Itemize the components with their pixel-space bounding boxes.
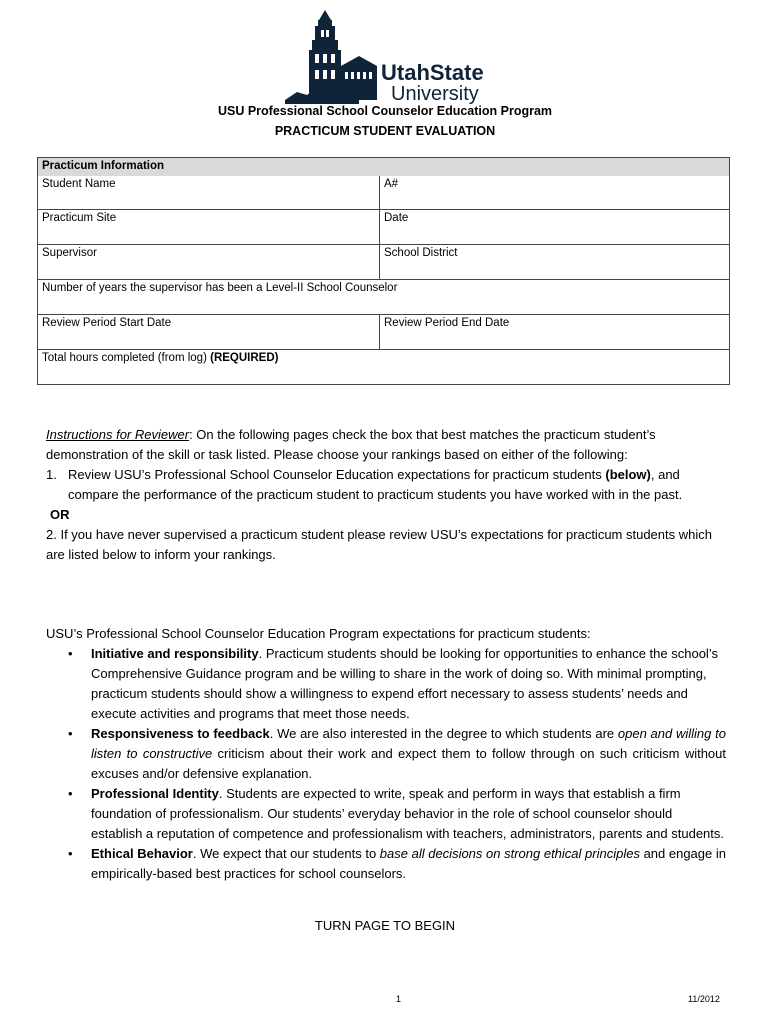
a-number-field[interactable]: A# (380, 176, 730, 210)
practicum-info-table (37, 157, 730, 385)
expectations-intro: USU’s Professional School Counselor Education Program expectations for practicum students: (46, 626, 591, 641)
usu-logo (285, 8, 515, 104)
program-title: USU Professional School Counselor Education Program (217, 104, 553, 118)
logo-wordmark-bottom: University (391, 83, 479, 104)
student-name-field[interactable]: Student Name (38, 176, 380, 210)
expectation-ethics: • Ethical Behavior. We expect that our students to base all decisions on strong ethical principles and engage in empirically-based best practices for school counselors. (68, 846, 726, 881)
total-hours-field[interactable] (38, 350, 730, 385)
date-field[interactable]: Date (380, 210, 730, 245)
section-header: Practicum Information (38, 158, 730, 177)
expectations (46, 624, 726, 884)
school-district-field[interactable]: School District (380, 245, 730, 280)
expectation-feedback: • Responsiveness to feedback. We are also interested in the degree to which students are open and willing to listen to constructive criticism about their work and expect them to follow through on such criticism without excuses and/or defensive explanation. (68, 726, 727, 781)
or-label: OR (50, 507, 70, 522)
instruction-item-2: 2. If you have never supervised a practicum student please review USU’s expectations for practicum students which are listed below to inform your rankings. (46, 527, 712, 562)
review-end-field[interactable]: Review Period End Date (380, 315, 730, 350)
page-number: 1 (396, 994, 402, 1004)
review-start-field[interactable]: Review Period Start Date (38, 315, 380, 350)
instructions-label: Instructions for Reviewer (46, 427, 190, 442)
supervisor-years-field[interactable]: Number of years the supervisor has been a Level-II School Counselor (38, 280, 730, 315)
expectation-identity: • Professional Identity. Students are expected to write, speak and perform in ways that establish a firm foundation of professionalism. Our students’ everyday behavior in the role of school counselor should establish a reputation of competence and professionalism with teachers, administrators, parents and students. (68, 786, 725, 841)
practicum-site-field[interactable]: Practicum Site (38, 210, 380, 245)
instructions-text: On the following pages check the box that best matches the practicum student’s demonstration of the skill or task listed. Please choose your rankings based on either of the following: (46, 427, 656, 462)
supervisor-field[interactable]: Supervisor (38, 245, 380, 280)
instruction-item-1: 1. Review USU’s Professional School Counselor Education expectations for practicum students (below), and compare the performance of the practicum student to practicum students you have worked with in the past. (46, 467, 683, 502)
turn-page-note: TURN PAGE TO BEGIN (314, 918, 456, 933)
instructions: Instructions for Reviewer: On the following pages check the box that best matches the practicum student’s demonstration of the skill or task listed. Please choose your rankings based on either of the following: 1. Review USU’s Professional School Counselor Education expectations for practicum students (below), and compare the performance of the practicum student to practicum students you have worked with in the past. OR 2. If you have never supervised a practicum student please review USU’s expectations for practicum students which are listed below to inform your rankings. (46, 425, 726, 565)
form-title: PRACTICUM STUDENT EVALUATION (274, 124, 496, 138)
total-hours-label: Total hours completed (from log) (42, 352, 211, 364)
logo-wordmark-top: UtahState (381, 60, 484, 85)
required-label: (REQUIRED) (210, 352, 279, 364)
revision-date: 11/2012 (688, 994, 720, 1004)
expectation-initiative: • Initiative and responsibility. Practicum students should be looking for opportunities to enhance the school’s Comprehensive Guidance program and be willing to share in the work of doing so. With minimal prompting, practicum students should show a willingness to expend effort necessary to assess students’ needs and execute activities and programs that meet those needs. (68, 646, 718, 721)
